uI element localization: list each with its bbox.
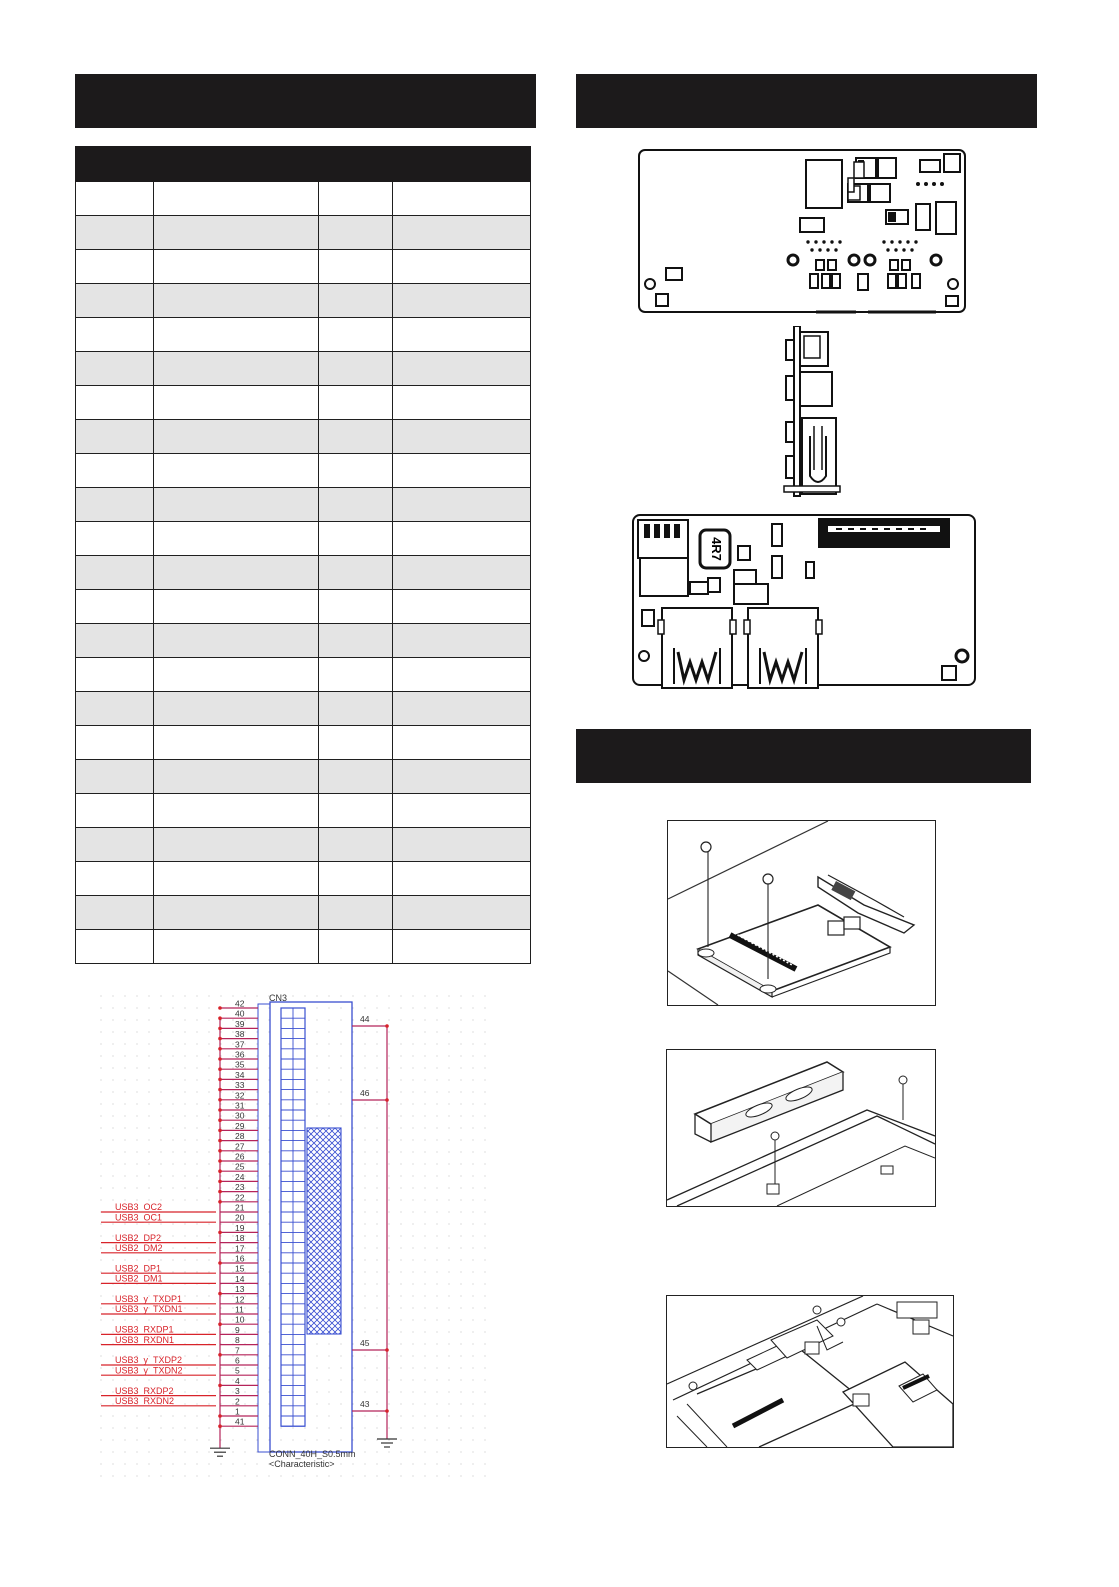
net-label: USB3_RXDN2 — [115, 1396, 175, 1406]
table-cell — [393, 522, 531, 556]
table-cell — [154, 896, 319, 930]
table-cell — [76, 590, 154, 624]
junction-dot — [385, 1098, 389, 1102]
table-row — [76, 726, 531, 760]
junction-dot — [218, 1169, 222, 1173]
table-cell — [76, 182, 154, 216]
table-cell — [154, 454, 319, 488]
table-row — [76, 386, 531, 420]
table-cell — [319, 590, 393, 624]
pin-number: 5 — [235, 1365, 240, 1376]
table-cell — [154, 624, 319, 658]
net-label: USB3_OC1 — [115, 1212, 163, 1223]
junction-dot — [218, 1006, 222, 1010]
pin-number: 1 — [235, 1406, 240, 1417]
table-cell — [319, 726, 393, 760]
net-label: USB3_y_TXDP2 — [115, 1355, 183, 1366]
pin-number: 28 — [235, 1131, 245, 1142]
table-row — [76, 624, 531, 658]
net-label: USB2_DP1 — [115, 1263, 162, 1274]
net-label: USB3_OC2 — [115, 1202, 163, 1213]
junction-dot — [218, 1129, 222, 1133]
table-cell — [76, 896, 154, 930]
board-side-view — [780, 326, 842, 498]
pin-number: 18 — [235, 1233, 245, 1244]
table-cell — [319, 318, 393, 352]
left-section-header — [75, 74, 536, 128]
pin-number: 17 — [235, 1243, 245, 1254]
table-cell — [319, 182, 393, 216]
table-row — [76, 250, 531, 284]
table-cell — [154, 488, 319, 522]
net-label: USB3_RXDN1 — [115, 1334, 175, 1345]
junction-dot — [218, 1424, 222, 1428]
junction-dot — [218, 1200, 222, 1204]
pin-number: 12 — [235, 1294, 245, 1305]
table-cell — [76, 420, 154, 454]
table-cell — [76, 658, 154, 692]
table-row — [76, 318, 531, 352]
junction-dot — [218, 1261, 222, 1265]
table-cell — [393, 794, 531, 828]
table-cell — [319, 794, 393, 828]
junction-dot — [385, 1024, 389, 1028]
pin-number: 10 — [235, 1314, 245, 1325]
net-label: USB3_RXDP1 — [115, 1324, 174, 1335]
junction-dot — [218, 1067, 222, 1071]
pin-number: 19 — [235, 1222, 245, 1233]
installation-step-2-figure — [666, 1049, 936, 1207]
pin-definition-table — [75, 146, 531, 964]
table-row — [76, 828, 531, 862]
table-row — [76, 692, 531, 726]
table-cell — [393, 930, 531, 964]
connector-pin-column — [258, 1004, 270, 1452]
table-cell — [76, 692, 154, 726]
pin-number: 23 — [235, 1182, 245, 1193]
table-cell — [76, 828, 154, 862]
table-row — [76, 930, 531, 964]
table-cell — [319, 828, 393, 862]
table-cell — [393, 182, 531, 216]
pin-number: 38 — [235, 1029, 245, 1040]
pin-number: 42 — [235, 998, 245, 1009]
table-cell — [393, 420, 531, 454]
pin-number: 35 — [235, 1059, 245, 1070]
table-cell — [76, 454, 154, 488]
table-cell — [393, 828, 531, 862]
junction-dot — [218, 1078, 222, 1082]
hatched-region — [307, 1128, 341, 1334]
table-cell — [393, 250, 531, 284]
junction-dot — [218, 1108, 222, 1112]
table-cell — [76, 488, 154, 522]
table-cell — [154, 182, 319, 216]
table-cell — [76, 318, 154, 352]
junction-dot — [385, 1409, 389, 1413]
pin-number: 26 — [235, 1151, 245, 1162]
table-cell — [154, 760, 319, 794]
table-cell — [319, 862, 393, 896]
net-label: USB3_RXDP2 — [115, 1385, 174, 1396]
table-cell — [76, 624, 154, 658]
junction-dot — [218, 1057, 222, 1061]
inductor-label: 4R7 — [709, 537, 724, 561]
table-cell — [154, 726, 319, 760]
table-row — [76, 216, 531, 250]
table-cell — [319, 556, 393, 590]
table-row — [76, 794, 531, 828]
table-cell — [393, 658, 531, 692]
junction-dot — [218, 1414, 222, 1418]
table-cell — [393, 862, 531, 896]
pin-number: 33 — [235, 1080, 245, 1091]
pin-number: 22 — [235, 1192, 245, 1203]
table-cell — [319, 216, 393, 250]
connector-reference: CN3 — [269, 993, 288, 1003]
junction-dot — [218, 1016, 222, 1020]
junction-dot — [218, 1027, 222, 1031]
table-cell — [154, 216, 319, 250]
table-cell — [76, 386, 154, 420]
table-cell — [393, 216, 531, 250]
pin-number: 8 — [235, 1335, 240, 1346]
table-cell — [393, 454, 531, 488]
pin-number: 15 — [235, 1263, 245, 1274]
pin-number: 11 — [235, 1304, 244, 1315]
table-cell — [154, 386, 319, 420]
table-cell — [76, 862, 154, 896]
pin-number: 16 — [235, 1253, 245, 1264]
junction-dot — [385, 1348, 389, 1352]
table-cell — [393, 692, 531, 726]
right-section-header — [576, 74, 1037, 128]
table-cell — [319, 658, 393, 692]
table-cell — [76, 930, 154, 964]
table-cell — [154, 318, 319, 352]
junction-dot — [218, 1322, 222, 1326]
table-cell — [154, 352, 319, 386]
table-cell — [393, 590, 531, 624]
table-cell — [319, 488, 393, 522]
pin-number: 32 — [235, 1090, 245, 1101]
junction-dot — [218, 1088, 222, 1092]
junction-dot — [218, 1384, 222, 1388]
table-cell — [393, 556, 531, 590]
connector-schematic — [95, 990, 490, 1482]
table-cell — [76, 794, 154, 828]
table-cell — [393, 284, 531, 318]
pin-number: 14 — [235, 1273, 245, 1284]
table-cell — [393, 318, 531, 352]
connector-part-name: CONN_40H_S0.5mm — [269, 1449, 356, 1459]
pin-number: 40 — [235, 1008, 245, 1019]
table-row — [76, 454, 531, 488]
table-cell — [393, 624, 531, 658]
table-cell — [393, 386, 531, 420]
table-cell — [319, 760, 393, 794]
right-pin-number: 45 — [360, 1338, 370, 1348]
table-cell — [154, 420, 319, 454]
installation-step-3-figure — [666, 1295, 954, 1448]
table-cell — [154, 692, 319, 726]
junction-dot — [218, 1292, 222, 1296]
pin-number: 9 — [235, 1324, 240, 1335]
table-row — [76, 182, 531, 216]
pin-number: 36 — [235, 1049, 245, 1060]
table-row — [76, 556, 531, 590]
right-pin-number: 43 — [360, 1399, 370, 1409]
pin-number: 37 — [235, 1039, 245, 1050]
table-row — [76, 862, 531, 896]
junction-dot — [218, 1231, 222, 1235]
pin-number: 30 — [235, 1110, 245, 1121]
table-cell — [154, 794, 319, 828]
junction-dot — [218, 1159, 222, 1163]
pin-number: 39 — [235, 1018, 245, 1029]
table-cell — [76, 760, 154, 794]
table-cell — [319, 420, 393, 454]
pin-number: 25 — [235, 1161, 245, 1172]
table-row — [76, 896, 531, 930]
pin-number: 21 — [235, 1202, 245, 1213]
table-cell — [319, 454, 393, 488]
pin-number: 3 — [235, 1386, 240, 1397]
table-cell — [76, 216, 154, 250]
table-cell — [154, 556, 319, 590]
table-row — [76, 522, 531, 556]
table-cell — [319, 522, 393, 556]
junction-dot — [218, 1047, 222, 1051]
right-pin-number: 46 — [360, 1088, 370, 1098]
pin-number: 20 — [235, 1212, 245, 1223]
table-cell — [393, 726, 531, 760]
junction-dot — [218, 1139, 222, 1143]
junction-dot — [218, 1190, 222, 1194]
table-cell — [319, 930, 393, 964]
table-row — [76, 488, 531, 522]
installation-section-header — [576, 729, 1031, 783]
pin-number: 6 — [235, 1355, 240, 1366]
table-cell — [393, 488, 531, 522]
table-cell — [393, 352, 531, 386]
table-cell — [76, 352, 154, 386]
table-cell — [319, 692, 393, 726]
pin-number: 7 — [235, 1345, 240, 1356]
table-cell — [76, 556, 154, 590]
right-pin-number: 44 — [360, 1014, 370, 1024]
pin-number: 2 — [235, 1396, 240, 1407]
net-label: USB2_DP2 — [115, 1232, 162, 1243]
junction-dot — [218, 1353, 222, 1357]
table-header — [76, 147, 531, 182]
connector-characteristic: <Characteristic> — [269, 1459, 335, 1469]
table-cell — [76, 522, 154, 556]
table-row — [76, 420, 531, 454]
table-cell — [76, 284, 154, 318]
board-bottom-view — [630, 512, 978, 690]
table-row — [76, 590, 531, 624]
net-label: USB2_DM2 — [115, 1243, 163, 1253]
table-row — [76, 658, 531, 692]
table-row — [76, 760, 531, 794]
pin-number: 41 — [235, 1416, 245, 1427]
net-label: USB2_DM1 — [115, 1273, 163, 1284]
board-top-view — [636, 148, 968, 316]
table-cell — [154, 862, 319, 896]
pin-number: 34 — [235, 1069, 245, 1080]
pin-number: 24 — [235, 1171, 245, 1182]
table-cell — [154, 590, 319, 624]
junction-dot — [218, 1037, 222, 1041]
table-cell — [154, 250, 319, 284]
net-label: USB3_y_TXDN1 — [115, 1304, 183, 1315]
pin-number: 27 — [235, 1141, 245, 1152]
pin-number: 4 — [235, 1375, 240, 1386]
junction-dot — [218, 1180, 222, 1184]
table-cell — [154, 522, 319, 556]
table-cell — [319, 284, 393, 318]
table-cell — [154, 930, 319, 964]
table-row — [76, 284, 531, 318]
installation-step-1-figure — [667, 820, 936, 1006]
table-cell — [393, 760, 531, 794]
net-label: USB3_y_TXDP1 — [115, 1294, 183, 1304]
junction-dot — [218, 1098, 222, 1102]
table-cell — [154, 658, 319, 692]
pin-number: 31 — [235, 1100, 245, 1111]
table-cell — [319, 250, 393, 284]
net-label: USB3_y_TXDN2 — [115, 1365, 183, 1376]
table-cell — [393, 896, 531, 930]
table-row — [76, 352, 531, 386]
table-cell — [154, 284, 319, 318]
junction-dot — [218, 1149, 222, 1153]
table-cell — [319, 352, 393, 386]
junction-dot — [218, 1118, 222, 1122]
pin-number: 13 — [235, 1284, 245, 1295]
table-cell — [76, 726, 154, 760]
table-cell — [154, 828, 319, 862]
table-cell — [76, 250, 154, 284]
table-cell — [319, 624, 393, 658]
table-cell — [319, 896, 393, 930]
table-cell — [319, 386, 393, 420]
pin-number: 29 — [235, 1120, 245, 1131]
